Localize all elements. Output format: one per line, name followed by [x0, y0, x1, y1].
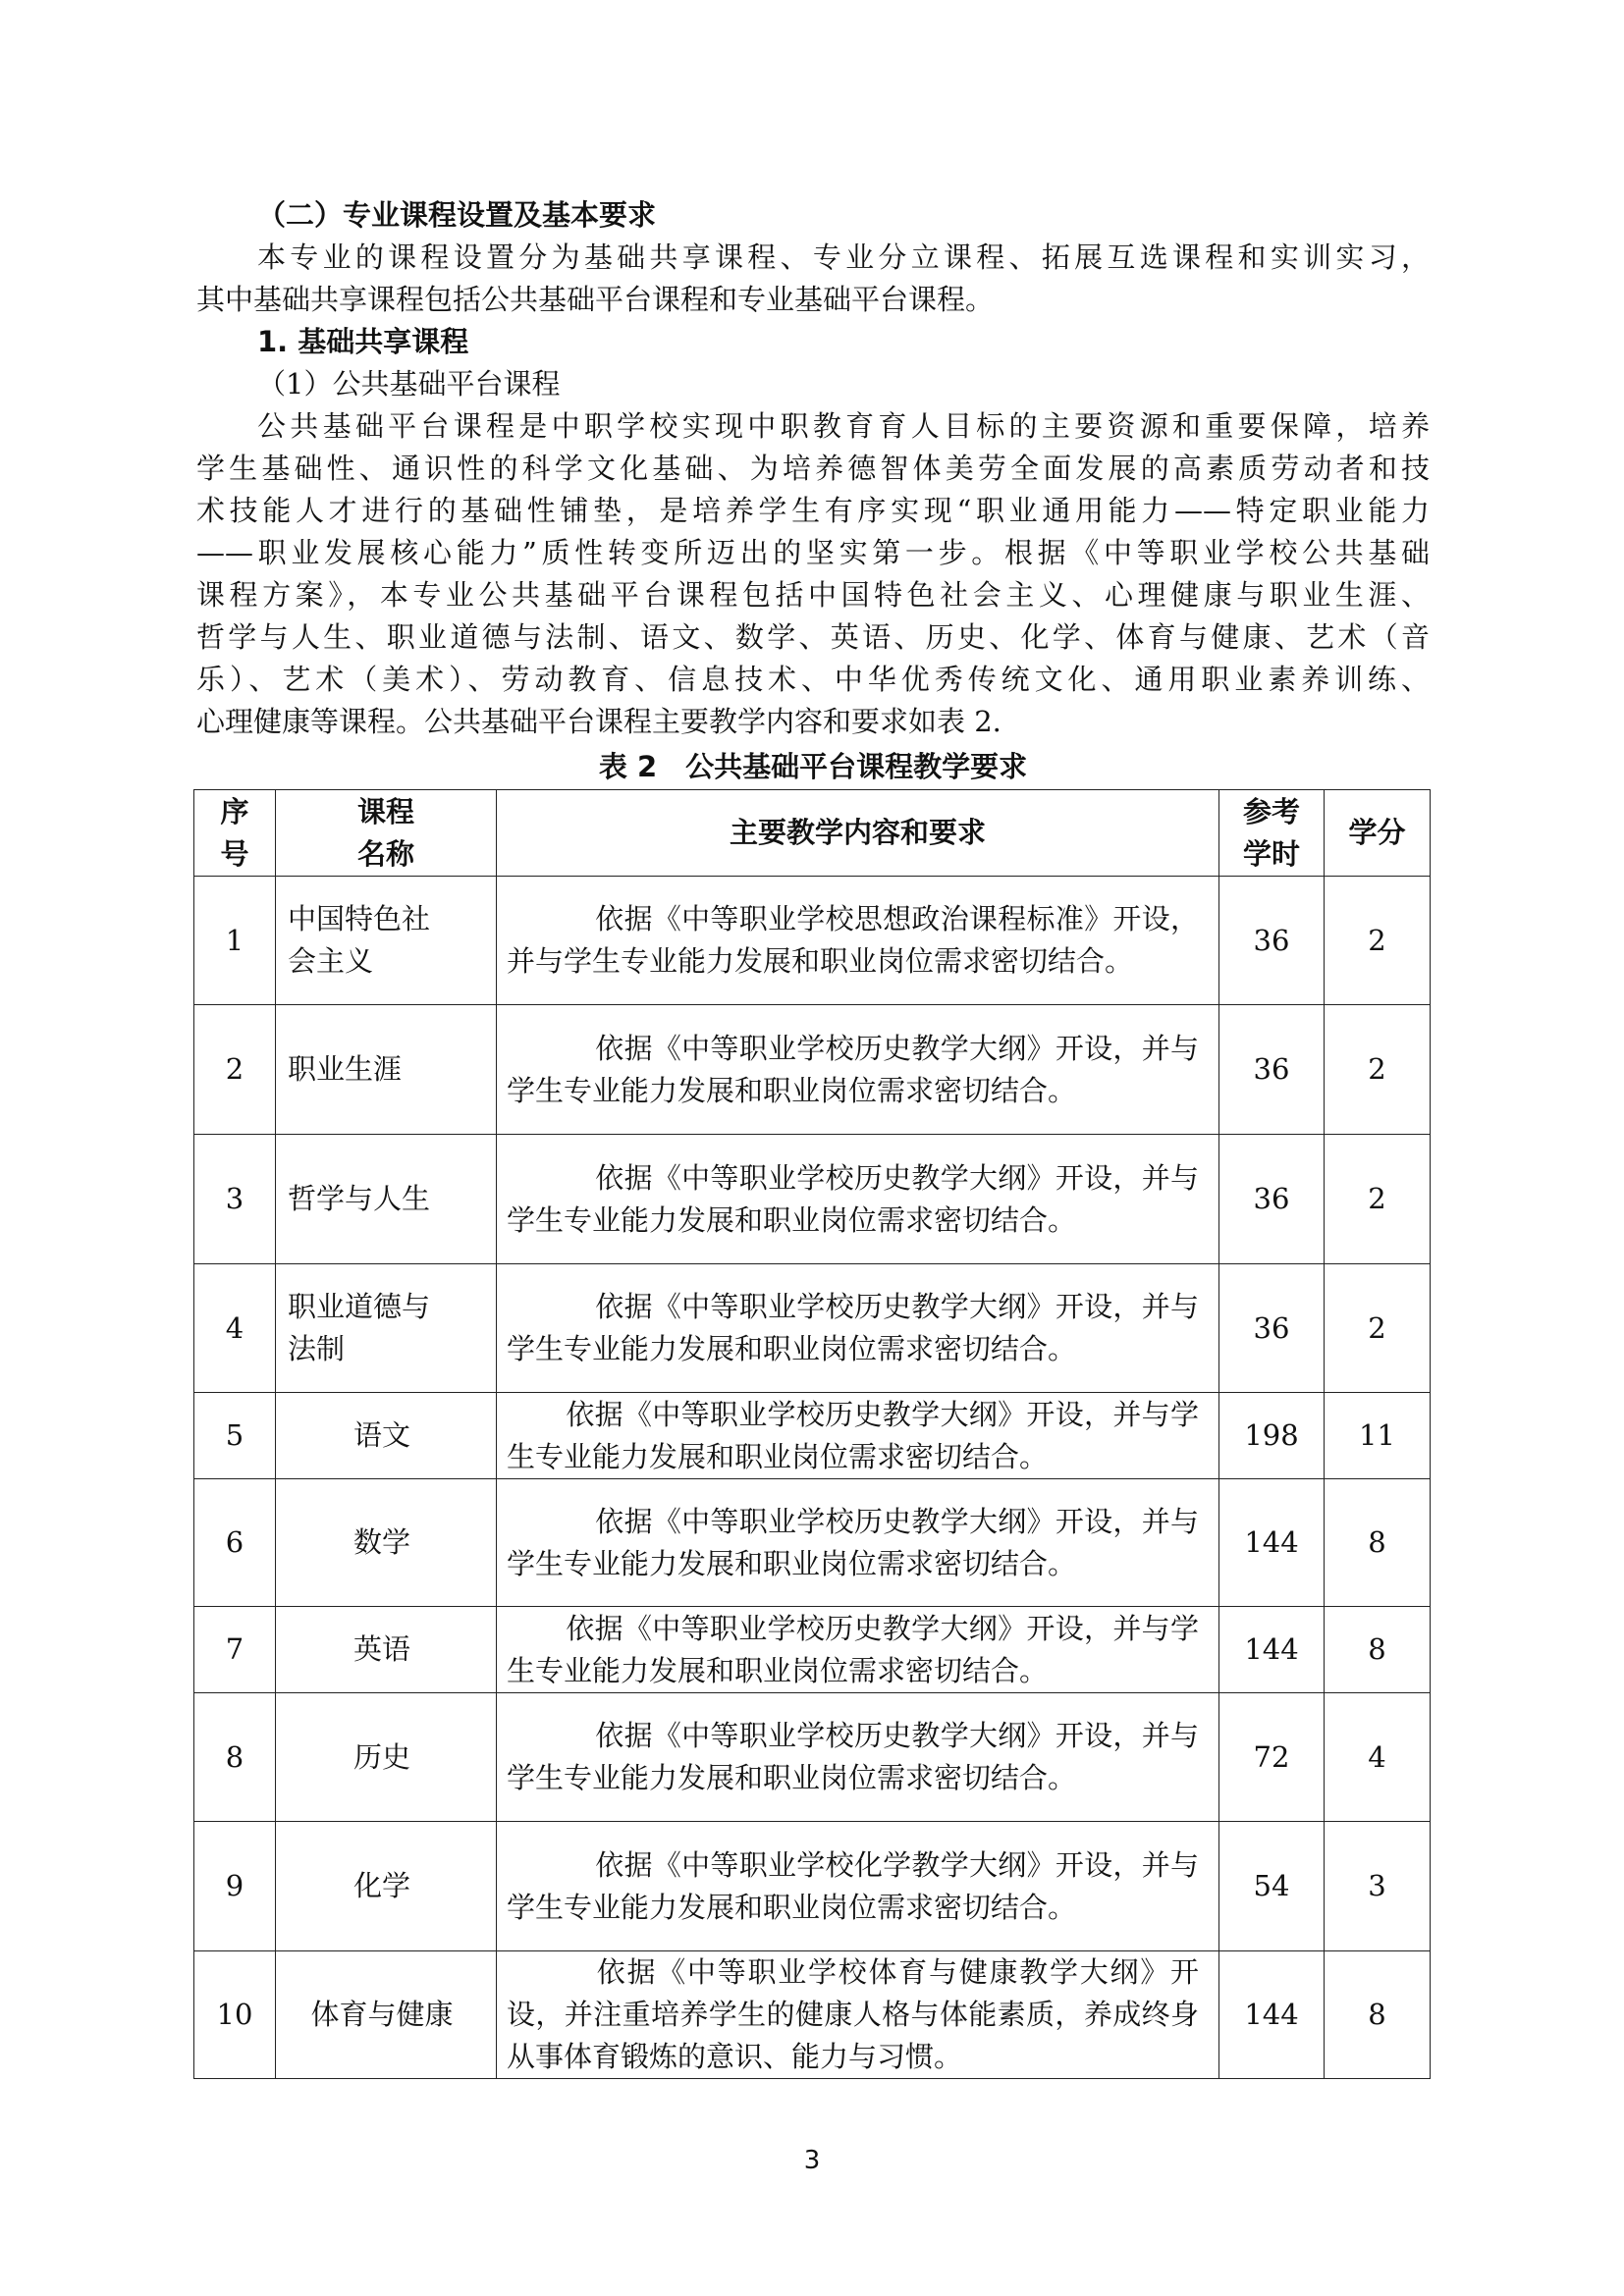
- table-row: [194, 1393, 1431, 1479]
- cell-seq: 10: [194, 1951, 276, 2079]
- course-name-line: 会主义: [288, 944, 374, 978]
- content-text: 依据《中等职业学校历史教学大纲》开设，并与学生专业能力发展和职业岗位需求密切结合。: [507, 1719, 1199, 1794]
- intro-paragraph-line: 其中基础共享课程包括公共基础平台课程和专业基础平台课程。: [196, 283, 995, 316]
- cell-seq: 1: [194, 877, 276, 1005]
- course-name-line: 哲学与人生: [288, 1182, 431, 1215]
- cell-course-name: [276, 1822, 497, 1951]
- body-paragraph-line: 术技能人才进行的基础性铺垫，是培养学生有序实现“职业通用能力——特定职业能力: [196, 494, 1430, 527]
- cell-seq: 3: [194, 1135, 276, 1264]
- cell-hours: 36: [1219, 1135, 1325, 1264]
- content-text: 依据《中等职业学校思想政治课程标准》开设，并与学生专业能力发展和职业岗位需求密切结合。: [507, 902, 1199, 978]
- body-paragraph-line: 学生基础性、通识性的科学文化基础、为培养德智体美劳全面发展的高素质劳动者和技: [196, 452, 1430, 485]
- table-row: [194, 1264, 1431, 1393]
- cell-content: [497, 1264, 1219, 1393]
- cell-content: [497, 1135, 1219, 1264]
- content-text: 依据《中等职业学校历史教学大纲》开设，并与学生专业能力发展和职业岗位需求密切结合。: [507, 1504, 1199, 1580]
- course-name-line: 英语: [352, 1632, 410, 1666]
- content-text: 依据《中等职业学校历史教学大纲》开设，并与学生专业能力发展和职业岗位需求密切结合。: [507, 1160, 1199, 1237]
- table-body: [194, 877, 1431, 2079]
- cell-course-name: [276, 877, 497, 1005]
- table-header-row: [194, 790, 1431, 877]
- cell-course-name: [276, 1693, 497, 1822]
- cell-credits: 2: [1325, 1005, 1431, 1135]
- cell-credits: 2: [1325, 1264, 1431, 1393]
- content-text: 依据《中等职业学校历史教学大纲》开设，并与学生专业能力发展和职业岗位需求密切结合。: [507, 1611, 1199, 1687]
- course-requirements-table: [193, 789, 1431, 2079]
- cell-hours: 36: [1219, 1005, 1325, 1135]
- body-paragraph-line: ——职业发展核心能力”质性转变所迈出的坚实第一步。根据《中等职业学校公共基础: [196, 536, 1430, 569]
- cell-content: [497, 1693, 1219, 1822]
- cell-credits: 11: [1325, 1393, 1431, 1479]
- body-paragraph-line: 课程方案》，本专业公共基础平台课程包括中国特色社会主义、心理健康与职业生涯、: [196, 578, 1430, 612]
- content-text: 依据《中等职业学校体育与健康教学大纲》开设，并注重培养学生的健康人格与体能素质，养成终身从事体育锻炼的意识、能力与习惯。: [507, 1955, 1199, 2073]
- header-hours-line: 学时: [1242, 836, 1300, 871]
- content-text: 依据《中等职业学校历史教学大纲》开设，并与学生专业能力发展和职业岗位需求密切结合。: [507, 1397, 1199, 1473]
- table-row: [194, 1951, 1431, 2079]
- table-row: [194, 877, 1431, 1005]
- content-text: 依据《中等职业学校历史教学大纲》开设，并与学生专业能力发展和职业岗位需求密切结合。: [507, 1031, 1199, 1107]
- body-paragraph-line: 哲学与人生、职业道德与法制、语文、数学、英语、历史、化学、体育与健康、艺术（音: [196, 620, 1430, 654]
- cell-content: [497, 1607, 1219, 1693]
- header-hours-line: 参考: [1242, 794, 1300, 828]
- cell-course-name: [276, 1135, 497, 1264]
- cell-course-name: [276, 1264, 497, 1393]
- table-row: [194, 1693, 1431, 1822]
- cell-hours: 144: [1219, 1479, 1325, 1607]
- cell-content: [497, 1822, 1219, 1951]
- cell-seq: 2: [194, 1005, 276, 1135]
- page-number: 3: [803, 2146, 821, 2175]
- header-seq-line: 序: [220, 794, 249, 828]
- header-seq: [194, 790, 276, 877]
- cell-content: [497, 1479, 1219, 1607]
- intro-paragraph-line: 本专业的课程设置分为基础共享课程、专业分立课程、拓展互选课程和实训实习，: [257, 240, 1430, 274]
- cell-course-name: [276, 1393, 497, 1479]
- cell-course-name: [276, 1479, 497, 1607]
- cell-hours: 36: [1219, 1264, 1325, 1393]
- course-name-line: 职业生涯: [288, 1052, 403, 1086]
- cell-content: [497, 1393, 1219, 1479]
- body-paragraph-line: 乐）、艺术（美术）、劳动教育、信息技术、中华优秀传统文化、通用职业素养训练、: [196, 663, 1430, 696]
- cell-course-name: [276, 1607, 497, 1693]
- table-row: [194, 1822, 1431, 1951]
- header-course-name-line: 名称: [356, 836, 414, 871]
- cell-content: [497, 877, 1219, 1005]
- cell-content: [497, 1951, 1219, 2079]
- cell-course-name: [276, 1005, 497, 1135]
- header-course-name-line: 课程: [356, 794, 414, 828]
- header-content: 主要教学内容和要求: [497, 790, 1219, 877]
- header-credits: 学分: [1325, 790, 1431, 877]
- content-text: 依据《中等职业学校化学教学大纲》开设，并与学生专业能力发展和职业岗位需求密切结合。: [507, 1847, 1199, 1924]
- cell-hours: 144: [1219, 1607, 1325, 1693]
- cell-credits: 8: [1325, 1479, 1431, 1607]
- header-seq-line: 号: [220, 836, 249, 871]
- cell-content: [497, 1005, 1219, 1135]
- cell-seq: 7: [194, 1607, 276, 1693]
- table-row: [194, 1479, 1431, 1607]
- cell-credits: 2: [1325, 1135, 1431, 1264]
- cell-credits: 8: [1325, 1607, 1431, 1693]
- subheading-basic-shared-courses: 1. 基础共享课程: [257, 325, 469, 358]
- cell-seq: 9: [194, 1822, 276, 1951]
- course-name-line: 法制: [288, 1332, 346, 1365]
- course-name-line: 语文: [352, 1418, 410, 1452]
- header-hours: [1219, 790, 1325, 877]
- body-paragraph-line: 公共基础平台课程是中职学校实现中职教育育人目标的主要资源和重要保障，培养: [257, 409, 1430, 443]
- cell-seq: 6: [194, 1479, 276, 1607]
- content-text: 依据《中等职业学校历史教学大纲》开设，并与学生专业能力发展和职业岗位需求密切结合。: [507, 1290, 1199, 1365]
- cell-seq: 5: [194, 1393, 276, 1479]
- body-paragraph-line: 心理健康等课程。公共基础平台课程主要教学内容和要求如表 2.: [196, 705, 1001, 738]
- table-row: [194, 1135, 1431, 1264]
- cell-hours: 198: [1219, 1393, 1325, 1479]
- course-name-line: 历史: [352, 1739, 410, 1774]
- cell-credits: 3: [1325, 1822, 1431, 1951]
- cell-hours: 54: [1219, 1822, 1325, 1951]
- course-name-line: 化学: [352, 1869, 410, 1902]
- subheading-public-platform-courses: （1）公共基础平台课程: [257, 367, 561, 400]
- cell-credits: 2: [1325, 877, 1431, 1005]
- table-caption: 表 2 公共基础平台课程教学要求: [598, 750, 1028, 783]
- cell-hours: 72: [1219, 1693, 1325, 1822]
- section-heading: （二）专业课程设置及基本要求: [257, 198, 657, 232]
- course-name-line: 中国特色社: [288, 902, 431, 935]
- header-course-name: [276, 790, 497, 877]
- cell-course-name: [276, 1951, 497, 2079]
- table-row: [194, 1607, 1431, 1693]
- table-row: [194, 1005, 1431, 1135]
- cell-credits: 8: [1325, 1951, 1431, 2079]
- cell-seq: 4: [194, 1264, 276, 1393]
- cell-hours: 36: [1219, 877, 1325, 1005]
- cell-seq: 8: [194, 1693, 276, 1822]
- course-name-line: 数学: [352, 1525, 410, 1559]
- course-name-line: 体育与健康: [310, 1998, 454, 2031]
- course-name-line: 职业道德与: [288, 1290, 431, 1323]
- cell-hours: 144: [1219, 1951, 1325, 2079]
- cell-credits: 4: [1325, 1693, 1431, 1822]
